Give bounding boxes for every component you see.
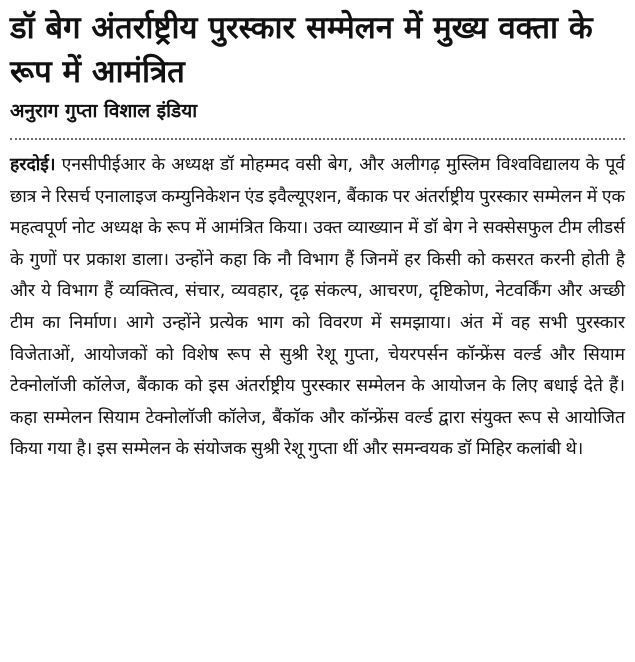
article-byline: अनुराग गुप्ता विशाल इंडिया [10,100,198,122]
article-body-text: एनसीपीईआर के अध्यक्ष डॉ मोहम्मद वसी बेग, और अलीगढ़ मुस्लिम विश्वविद्यालय के पूर्व छात्र ने रिसर्च एनालाइज कम्युनिकेशन एंड इवैल्यूएशन, बैंकाक पर अंतर्राष्ट्रीय पुरस्कार सम्मेलन में एक महत्वपूर्ण नोट अध्यक्ष के रूप में आमंत्रित किया। उक्त व्याख्यान में डॉ बेग ने सक्सेसफुल टीम लीडर्स के गुणों पर प्रकाश डाला। उन्होंने कहा कि नौ विभाग हैं जिनमें हर किसी को कसरत करनी होती है और ये विभाग हैं व्यक्तित्व, संचार, व्यवहार, दृढ़ संकल्प, आचरण, दृष्टिकोण, नेटवर्किंग और अच्छी टीम का निर्माण। आगे उन्होंने प्रत्येक भाग को विवरण में समझाया। अंत में वह सभी पुरस्कार विजेताओं, आयोजकों को विशेष रूप से सुश्री रेशू गुप्ता, चेयरपर्सन कॉन्फ्रेंस वर्ल्ड और सियाम टेक्नोलॉजी कॉलेज, बैंकाक को इस अंतर्राष्ट्रीय पुरस्कार सम्मेलन के आयोजन के लिए बधाई देते हैं। कहा सम्मेलन सियाम टेक्नोलॉजी कॉलेज, बैंकॉक और कॉन्फ्रेंस वर्ल्ड द्वारा संयुक्त रूप से आयोजित किया गया है। इस सम्मेलन के संयोजक सुश्री रेशू गुप्ता थीं और समन्वयक डॉ मिहिर कलांबी थे। [10,155,625,460]
dotted-divider [10,138,625,140]
article-dateline: हरदोई। [10,155,56,175]
article-body [10,150,625,466]
article-headline: डॉ बेग अंतर्राष्ट्रीय पुरस्कार सम्मेलन में मुख्य वक्ता के रूप में आमंत्रित [10,10,593,90]
